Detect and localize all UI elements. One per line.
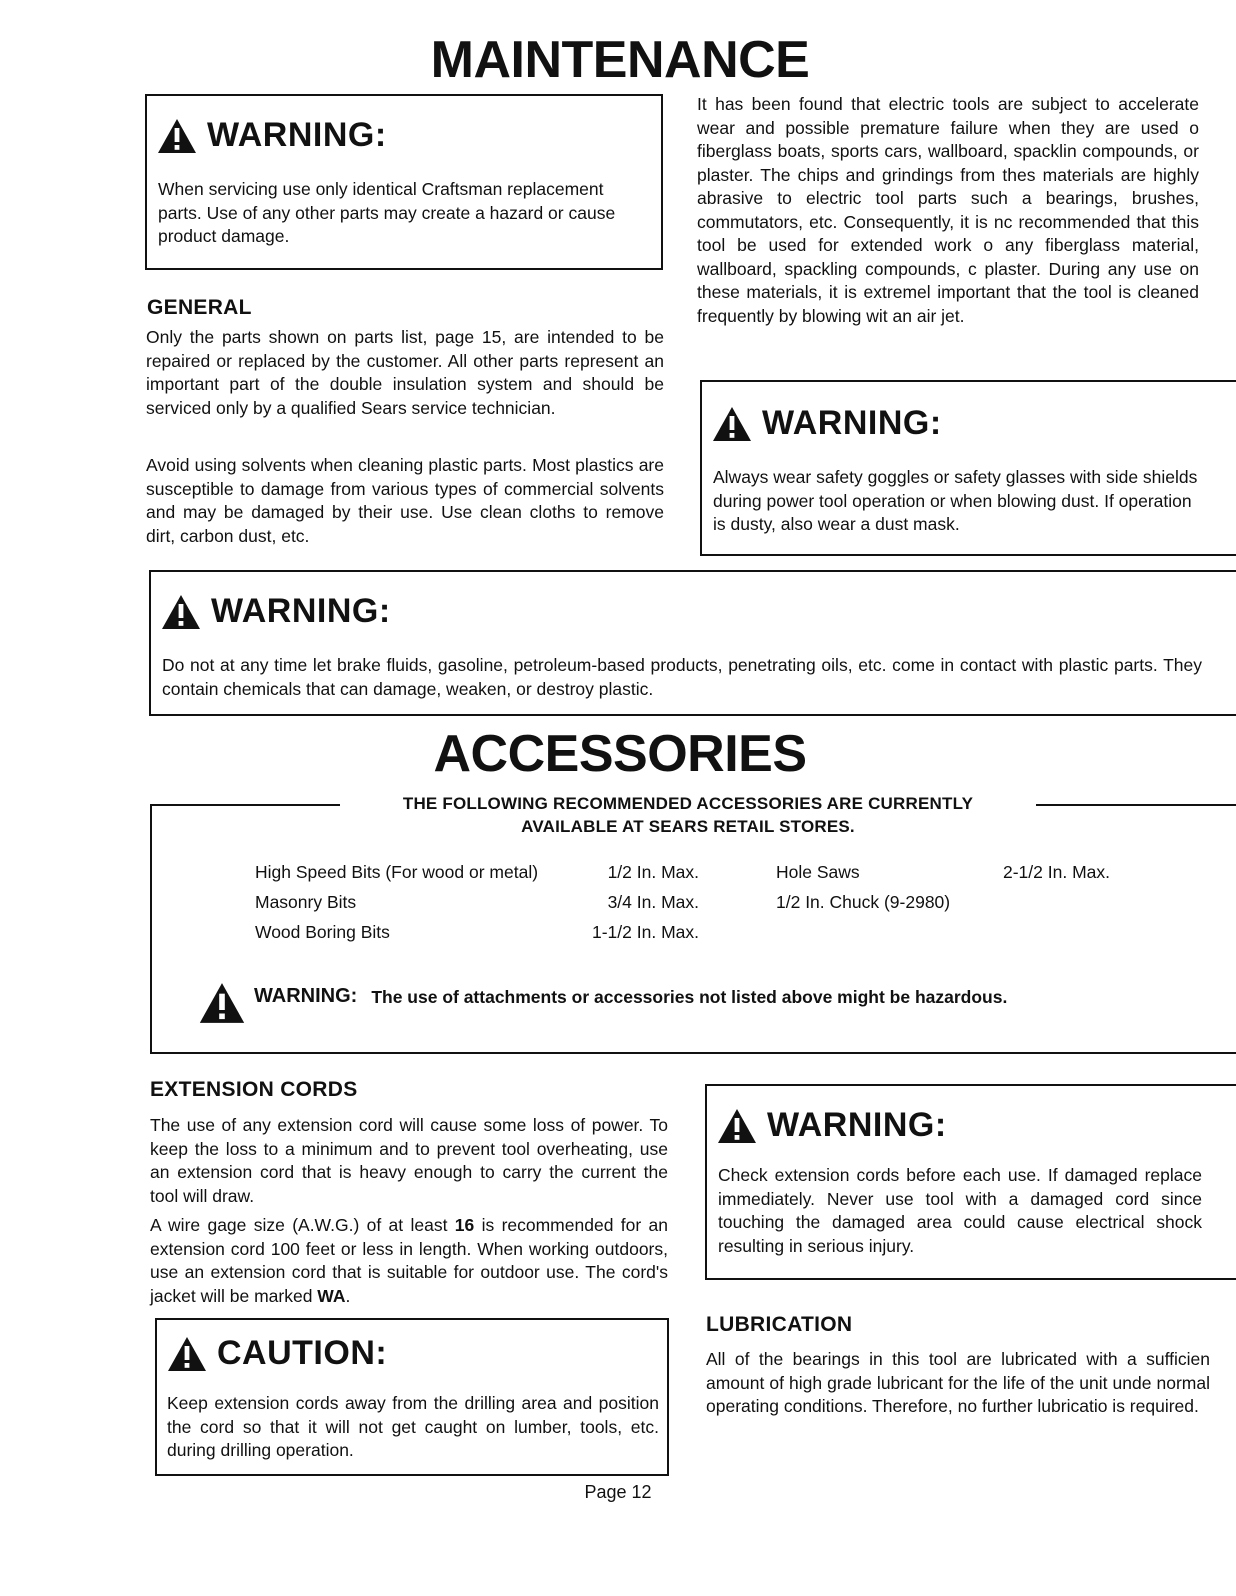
accessories-header-line-1: THE FOLLOWING RECOMMENDED ACCESSORIES ARE CURRENTLY — [402, 794, 974, 813]
accessory-name: Hole Saws — [776, 862, 860, 882]
warning-label: WARNING: — [767, 1106, 947, 1144]
general-heading: GENERAL — [147, 296, 252, 319]
accessory-name: 1/2 In. Chuck (9-2980) — [776, 892, 951, 912]
accessory-size: 3/4 In. Max. — [607, 892, 699, 912]
warning-header — [161, 592, 391, 631]
accessory-item — [255, 862, 699, 883]
extension-cords-paragraph-1: The use of any extension cord will cause some loss of power. To keep the loss to a minimum and to prevent tool overheating, use an extension cord that is heavy enough to carry the current the tool will draw. — [150, 1115, 668, 1206]
warning-box-chemicals — [149, 570, 1236, 716]
accessory-name: Masonry Bits — [255, 892, 357, 912]
accessory-item — [776, 892, 1110, 913]
caution-header — [167, 1334, 387, 1373]
accessory-item — [255, 922, 699, 943]
accessory-size: 2-1/2 In. Max. — [1003, 862, 1110, 882]
general-paragraph-2: Avoid using solvents when cleaning plastic parts. Most plastics are susceptible to damage from various types of commercial solvents and may be damaged by their use. Use clean cloths to remove dirt, carbon dust, etc. — [146, 455, 664, 546]
extension-cords-heading: EXTENSION CORDS — [150, 1078, 358, 1101]
extension-cords-paragraph-2 — [150, 1214, 668, 1308]
accessory-name: Wood Boring Bits — [255, 922, 390, 942]
warning-box-safety-goggles — [700, 380, 1236, 556]
warning-icon — [157, 118, 197, 154]
warning-text: When servicing use only identical Craftsman replacement parts. Use of any other parts may create a hazard or cause product damage. — [158, 179, 616, 246]
abrasive-materials-paragraph: It has been found that electric tools are subject to accelerate wear and possible premature failure when they are used o fiberglass boats, sports cars, wallboard, spacklin compounds, or plaster. The chips and grindings from thes materials are highly abrasive to electric tool parts such a bearings, brushes, commutators, etc. Consequently, it is nc recommended that this tool be used for extended work o any fiberglass material, wallboard, spackling compounds, c plaster. During any use on these materials, it is extremel important that the tool is cleaned frequently by blowing wit an air jet. — [697, 94, 1199, 326]
warning-label: WARNING: — [207, 116, 387, 154]
accessories-header — [340, 792, 1036, 838]
warning-text: The use of attachments or accessories not listed above might be hazardous. — [371, 986, 1008, 1007]
caution-icon — [167, 1336, 207, 1372]
warning-icon — [198, 982, 246, 1024]
accessories-header-line-2: AVAILABLE AT SEARS RETAIL STORES. — [521, 817, 855, 836]
text-segment: is recommended for an extension cord 100 feet or less in length. When working outdoors, use an extension cord that is suitable for outdoor use. The cord's jacket will be marked — [150, 1215, 668, 1306]
warning-icon — [161, 594, 201, 630]
warning-icon — [712, 406, 752, 442]
accessory-item — [776, 862, 1110, 883]
warning-label: WARNING: — [762, 404, 942, 442]
warning-icon — [717, 1108, 757, 1144]
text-segment: A wire gage size (A.W.G.) of at least — [150, 1215, 455, 1235]
text-segment: . — [345, 1285, 351, 1306]
accessory-item — [255, 892, 699, 913]
warning-header — [717, 1106, 947, 1145]
page-number: Page 12 — [584, 1482, 652, 1502]
caution-label: CAUTION: — [217, 1334, 388, 1372]
caution-text: Keep extension cords away from the drilling area and position the cord so that it will not get caught on lumber, tools, etc. during drilling operation. — [167, 1393, 659, 1460]
accessories-title: ACCESSORIES — [433, 725, 807, 783]
caution-box — [155, 1318, 669, 1476]
maintenance-title: MAINTENANCE — [430, 31, 810, 89]
jacket-marking: WA — [317, 1285, 346, 1306]
accessory-size: 1-1/2 In. Max. — [592, 922, 699, 942]
warning-header — [712, 404, 942, 443]
accessory-size: 1/2 In. Max. — [607, 862, 699, 882]
accessory-name: High Speed Bits (For wood or metal) — [255, 862, 539, 882]
wire-gage-value: 16 — [454, 1215, 475, 1235]
warning-box-extension-cords — [705, 1084, 1236, 1280]
warning-header — [157, 116, 387, 155]
lubrication-paragraph: All of the bearings in this tool are lubricated with a sufficien amount of high grade lubricant for the life of the unit unde normal operating conditions. Therefore, no further lubricatio is required. — [706, 1349, 1210, 1416]
warning-box-replacement-parts — [145, 94, 663, 270]
accessories-warning — [198, 982, 1007, 1024]
warning-label: WARNING: — [211, 592, 391, 630]
warning-text: Do not at any time let brake fluids, gasoline, petroleum-based products, penetrating oils, etc. come in contact with plastic parts. They contain chemicals that can damage, weaken, or destroy plastic. — [162, 655, 1202, 699]
warning-label: WARNING: — [254, 984, 358, 1007]
general-paragraph-1: Only the parts shown on parts list, page 15, are intended to be repaired or replaced by the customer. All other parts represent an important part of the double insulation system and should be serviced only by a qualified Sears service technician. — [146, 327, 664, 418]
warning-text: Check extension cords before each use. If damaged replace immediately. Never use tool with a damaged cord since touching the damaged area could cause electrical shock resulting in serious injury. — [718, 1165, 1202, 1256]
warning-text: Always wear safety goggles or safety glasses with side shields during power tool operation or when blowing dust. If operation is dusty, also wear a dust mask. — [713, 467, 1198, 534]
lubrication-heading: LUBRICATION — [706, 1313, 853, 1336]
